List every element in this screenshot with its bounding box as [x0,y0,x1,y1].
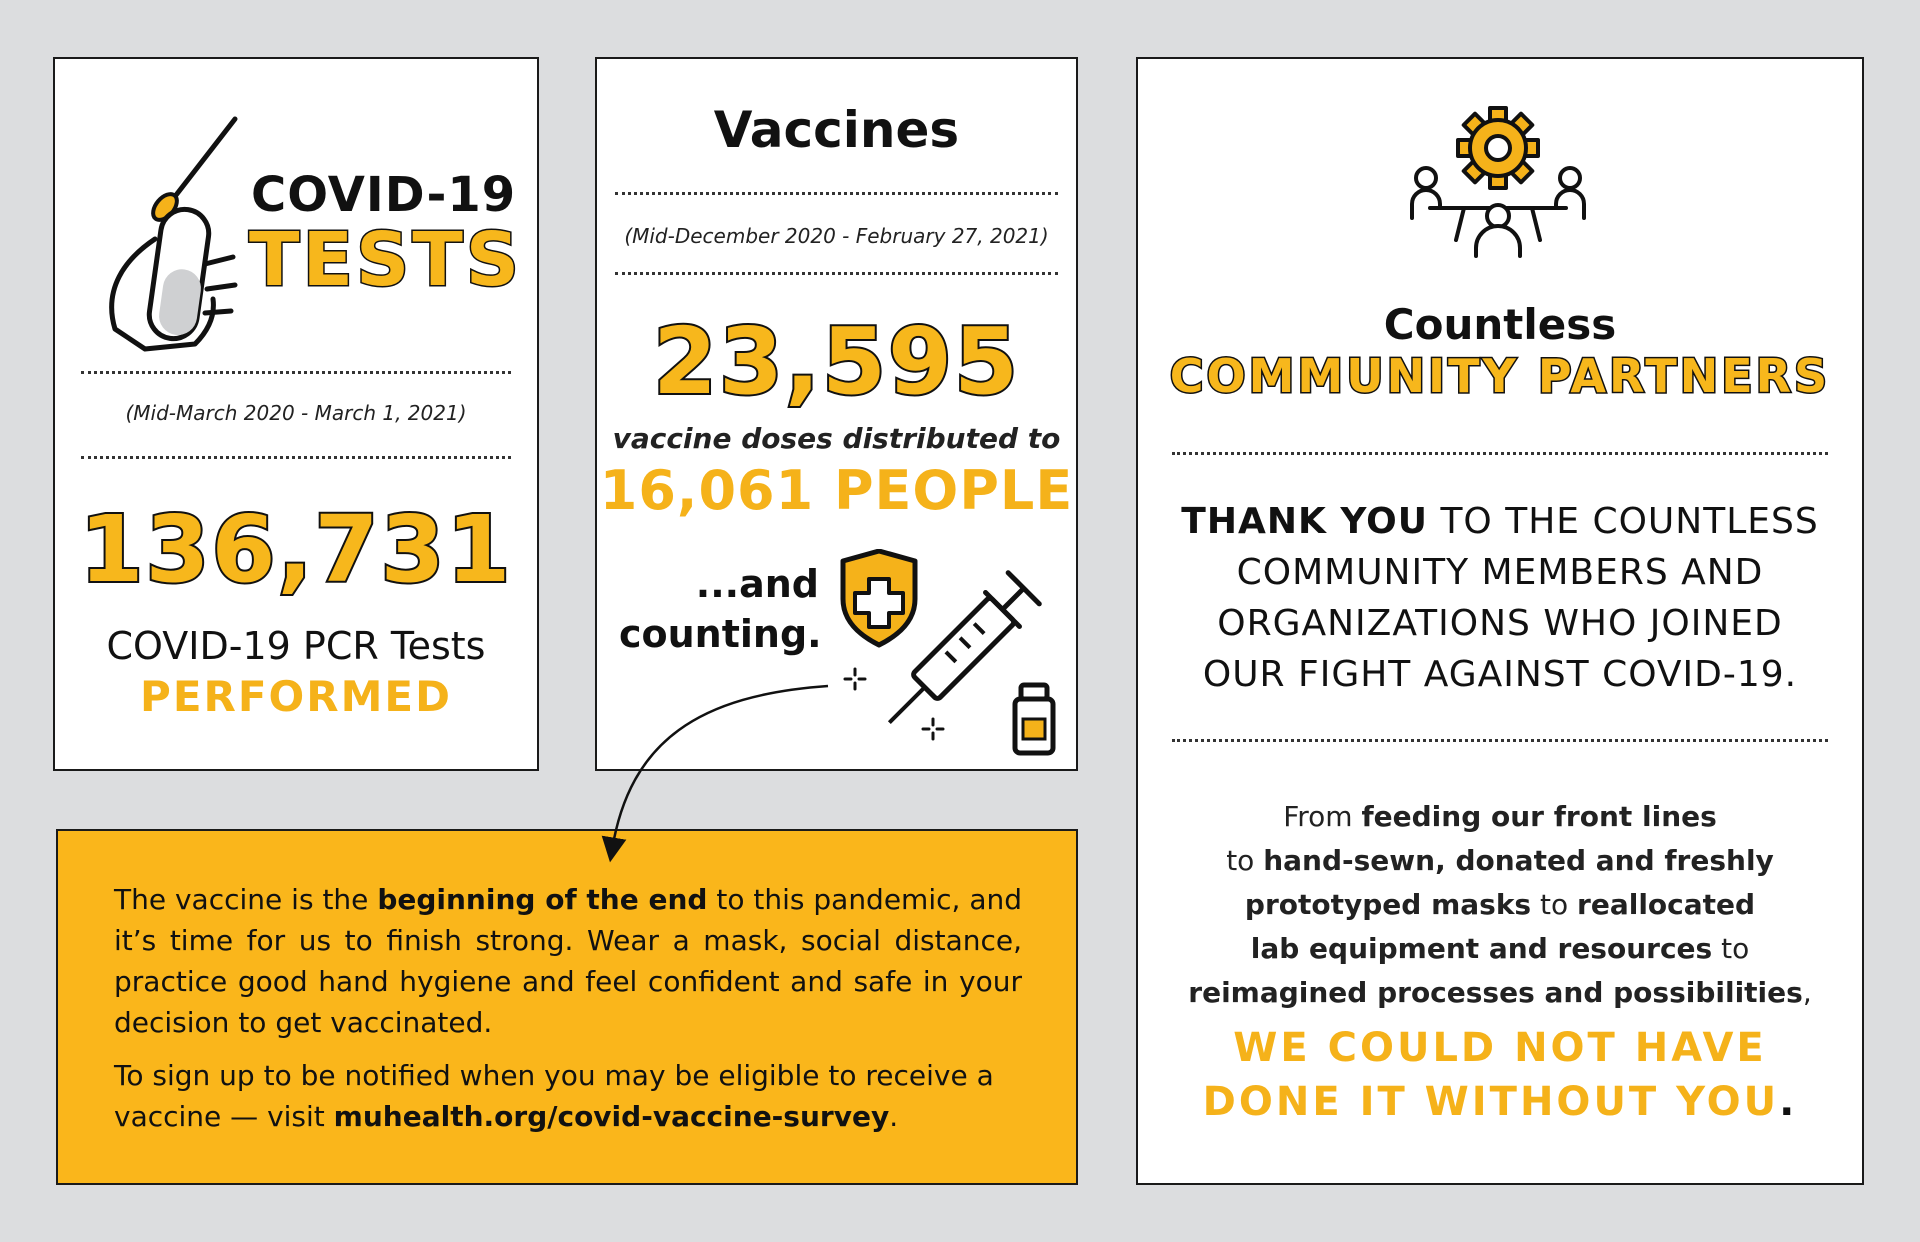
contribution-emphasis: feeding our front lines [1361,800,1717,833]
closing-period: . [1779,1079,1798,1125]
thank-you-message [1138,496,1862,700]
vaccine-message-paragraph [114,879,1022,1043]
contribution-text: to [1226,844,1264,877]
thank-you-emphasis: THANK YOU [1181,501,1428,542]
closing-statement [1138,1021,1862,1129]
thank-you-text: ORGANIZATIONS WHO JOINED [1217,603,1783,644]
vaccine-doses-count: 23,595 [652,308,1021,415]
divider [81,456,511,459]
gear-icon [1458,108,1538,188]
signup-text: . [889,1100,899,1133]
contribution-emphasis: prototyped masks [1244,888,1532,921]
and-counting-line1: ...and [695,562,819,606]
vaccine-message-card [56,829,1078,1185]
vaccine-doses-caption: vaccine doses distributed to [612,422,1061,455]
contribution-emphasis: reimagined processes and possibilities [1188,976,1803,1009]
divider [1172,739,1828,742]
tests-title-line2: TESTS [249,217,523,303]
vaccinated-people-count: 16,061 PEOPLE [599,459,1074,522]
test-tube-hand-icon [85,89,245,359]
signup-text: To sign up to be notified when you may be eligible to receive a vaccine — visit [114,1059,994,1133]
thank-you-text: OUR FIGHT AGAINST COVID-19. [1202,654,1798,695]
closing-line: DONE IT WITHOUT YOU [1202,1079,1780,1125]
community-partners-card [1136,57,1864,1185]
contribution-text: From [1283,800,1362,833]
vaccines-card [595,57,1078,771]
tests-title-line1: COVID-19 [251,167,517,223]
contribution-emphasis: reallocated [1577,888,1756,921]
contributions-list [1138,795,1862,1015]
covid-tests-card [53,57,539,771]
contribution-text: to [1712,932,1750,965]
shield-cross-icon [843,551,915,645]
divider [615,192,1058,195]
vaccine-survey-link[interactable]: muhealth.org/covid-vaccine-survey [333,1100,890,1133]
thank-you-text: COMMUNITY MEMBERS AND [1236,552,1764,593]
contribution-text: , [1802,976,1812,1009]
message-text: to this pandemic, and it’s time for us to finish strong. Wear a mask, social distance, practice good hand hygiene and feel confident and safe in your decision to get vaccinated. [114,883,1023,1039]
and-counting-text [619,559,822,659]
partners-title: COMMUNITY PARTNERS [1169,349,1831,403]
vaccines-title: Vaccines [713,101,960,159]
signup-paragraph [114,1055,1022,1137]
tests-count: 136,731 [79,496,513,603]
tests-date-range: (Mid-March 2020 - March 1, 2021) [125,401,467,425]
contribution-emphasis: lab equipment and resources [1250,932,1713,965]
closing-line: WE COULD NOT HAVE [1233,1025,1767,1071]
message-emphasis: beginning of the end [377,883,708,916]
contribution-text: to [1531,888,1578,921]
tests-caption: COVID-19 PCR Tests [106,624,486,668]
contribution-emphasis: hand-sewn, donated and freshly [1263,844,1774,877]
vaccines-date-range: (Mid-December 2020 - February 27, 2021) [624,224,1049,248]
tests-caption-highlight: PERFORMED [140,672,452,721]
and-counting-line2: counting. [619,612,822,656]
divider [81,371,511,374]
syringe-icon [833,549,1069,759]
divider [1172,452,1828,455]
message-text: The vaccine is the [114,883,378,916]
thank-you-text: TO THE COUNTLESS [1428,501,1819,542]
vial-icon [1015,685,1053,753]
divider [615,272,1058,275]
partners-countless: Countless [1383,300,1617,349]
people-meeting-icon [1408,106,1588,276]
